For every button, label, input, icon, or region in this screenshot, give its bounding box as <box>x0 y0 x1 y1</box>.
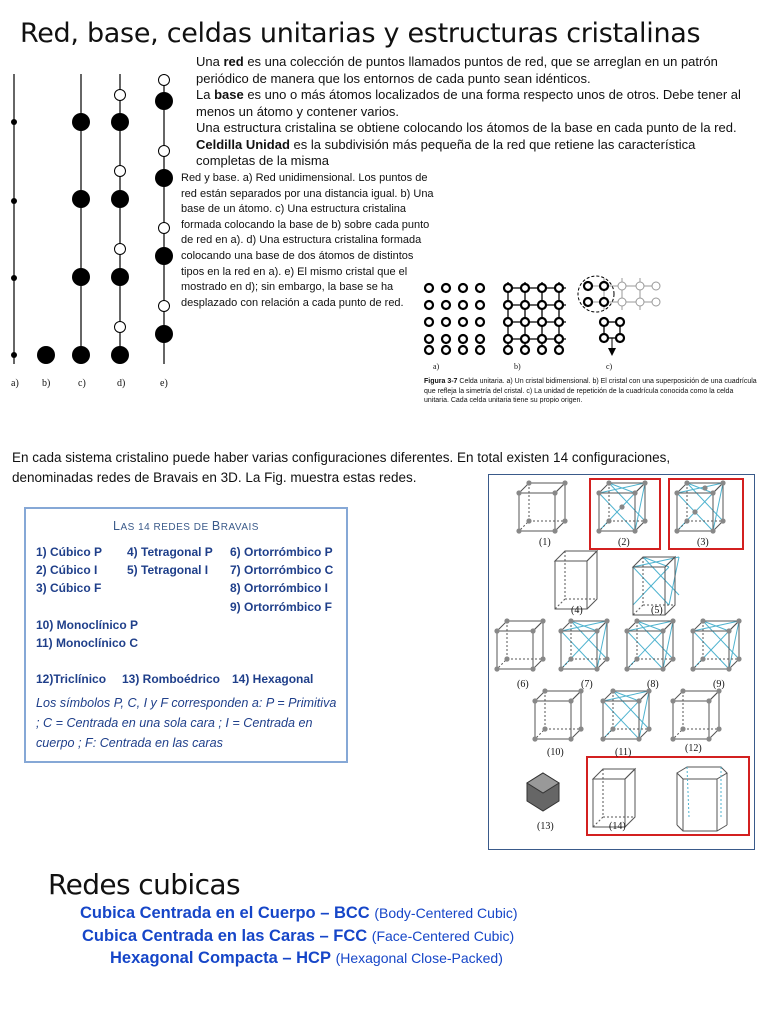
unit-cell-caption: Figura 3-7 Celda unitaria. a) Un cristal bidimensional. b) El cristal con una superposición de una cuadrícula que refleja la simetría del cristal. c) La unidad de repetición de la cuadrícula conocida como la celda unitaria. Cada celda unitaria tiene su propio origen. <box>424 378 757 404</box>
bravais-list-title: LAS 14 REDES DE BRAVAIS <box>113 519 259 533</box>
bravais-cells-svg <box>489 475 754 849</box>
cubic-line-fcc: Cubica Centrada en las Caras – FCC (Face-Centered Cubic) <box>82 927 515 945</box>
bravais-cell-13 <box>527 773 559 811</box>
bravais-cell-4 <box>555 551 597 609</box>
bravais-label: (8) <box>647 679 659 690</box>
cubic-line-bcc: Cubica Centrada en el Cuerpo – BCC (Body-Centered Cubic) <box>80 904 518 922</box>
def-red: Una red es una colección de puntos llamados puntos de red, que se arreglan en un patrón periódico de manera que los entornos de cada punto sean idénticos. <box>196 54 718 86</box>
bravais-intro: En cada sistema cristalino puede haber varias configuraciones diferentes. En total existen 14 configuraciones, denominadas redes de Bravais en 3D. La Fig. muestra estas redes. <box>12 450 671 485</box>
bravais-cell-12 <box>670 688 721 741</box>
cubic-line-hcp: Hexagonal Compacta – HCP (Hexagonal Close-Packed) <box>110 949 503 967</box>
unit-cell-b-atoms <box>504 284 563 354</box>
bravais-item: 8) Ortorrómbico I <box>230 581 329 595</box>
term-red: red <box>223 54 244 69</box>
bravais-cell-3 <box>674 480 725 533</box>
unit-cell-label-c: c) <box>606 362 613 371</box>
bravais-label: (12) <box>685 743 702 754</box>
cubic-heading: Redes cubicas <box>48 868 240 901</box>
lattice-label-e: e) <box>160 378 168 389</box>
unit-cell-c <box>578 276 660 356</box>
bravais-figure <box>488 474 755 850</box>
bravais-label: (11) <box>615 747 632 758</box>
lattice-label-a: a) <box>11 378 19 389</box>
bravais-item: 9) Ortorrómbico F <box>230 600 333 614</box>
bravais-cell-14 <box>593 769 635 827</box>
bravais-item: 3) Cúbico F <box>36 581 102 595</box>
bravais-item: 1) Cúbico P <box>36 545 103 559</box>
bravais-item: 10) Monoclínico P <box>36 618 139 632</box>
def-celdilla: Celdilla Unidad es la subdivisión más pequeña de la red que retiene las característica completas de la misma <box>196 136 696 168</box>
bravais-label: (4) <box>571 605 583 616</box>
term-celdilla: Celdilla Unidad <box>196 136 290 152</box>
lattice-label-b: b) <box>42 378 51 389</box>
bravais-label: (2) <box>618 537 630 548</box>
bravais-cell-7 <box>558 618 609 671</box>
bravais-list-box <box>24 507 348 763</box>
term-base: base <box>214 87 244 102</box>
page-title: Red, base, celdas unitarias y estructuras cristalinas <box>20 18 701 49</box>
bravais-cell-10 <box>532 688 583 741</box>
basis-b-atom <box>37 346 55 364</box>
lattice-caption: Red y base. a) Red unidimensional. Los puntos de red están separados por una distancia igual. b) Una base de un átomo. c) Una estructura cristalina formada colocando la base de b) sobre cada punto de red en a). d) Una estructura cristalina formada colocando una base de dos átomos de distintos tipos en la red en a). e) El mismo cristal que el mostrado en d); sin embargo, la base se ha desplazado con relación a cada punto de red. <box>181 172 434 309</box>
bravais-label: (9) <box>713 679 725 690</box>
lattice-label-c: c) <box>78 378 86 389</box>
bravais-cell-6 <box>494 618 545 671</box>
bravais-label: (10) <box>547 747 564 758</box>
bravais-cell-1 <box>516 480 567 533</box>
bravais-item: 2) Cúbico I <box>36 563 98 577</box>
def-estructura: Una estructura cristalina se obtiene colocando los átomos de la base en cada punto de la red. <box>196 120 737 135</box>
bravais-item: 14) Hexagonal <box>232 672 314 686</box>
bravais-item: 13) Romboédrico <box>122 672 221 686</box>
bravais-cell-2 <box>596 480 647 533</box>
bravais-item: 12)Triclínico <box>36 672 107 686</box>
bravais-cell-8 <box>624 618 675 671</box>
bravais-label: (5) <box>651 605 663 616</box>
bravais-symbols-note: Los símbolos P, C, I y F corresponden a: P = Primitiva ; C = Centrada en una sola cara ; I = Centrada en cuerpo ; F: Centrada en las caras <box>36 696 337 750</box>
unit-cell-label-a: a) <box>433 362 440 371</box>
bravais-cell-9 <box>690 618 741 671</box>
definitions <box>196 54 756 170</box>
unit-cell-label-b: b) <box>514 362 521 371</box>
bravais-label: (1) <box>539 537 551 548</box>
def-base: La base es uno o más átomos localizados de una forma respecto unos de otros. Debe tener al menos un átomo y contener varios. <box>196 87 741 119</box>
bravais-label: (14) <box>609 821 626 832</box>
bravais-label: (3) <box>697 537 709 548</box>
bravais-item: 6) Ortorrómbico P <box>230 545 333 559</box>
bravais-cell-11 <box>600 688 651 741</box>
bravais-label: (6) <box>517 679 529 690</box>
bravais-label: (13) <box>537 821 554 832</box>
lattice-figure <box>0 66 180 396</box>
lattice-label-d: d) <box>117 378 126 389</box>
bravais-item: 4) Tetragonal P <box>127 545 213 559</box>
bravais-cell-14-hex <box>677 767 727 831</box>
bravais-item: 5) Tetragonal I <box>127 563 209 577</box>
unit-cell-figure <box>420 272 680 372</box>
bravais-item: 11) Monoclínico C <box>36 636 139 650</box>
unit-cell-a-atoms <box>425 284 484 354</box>
bravais-item: 7) Ortorrómbico C <box>230 563 334 577</box>
bravais-label: (7) <box>581 679 593 690</box>
